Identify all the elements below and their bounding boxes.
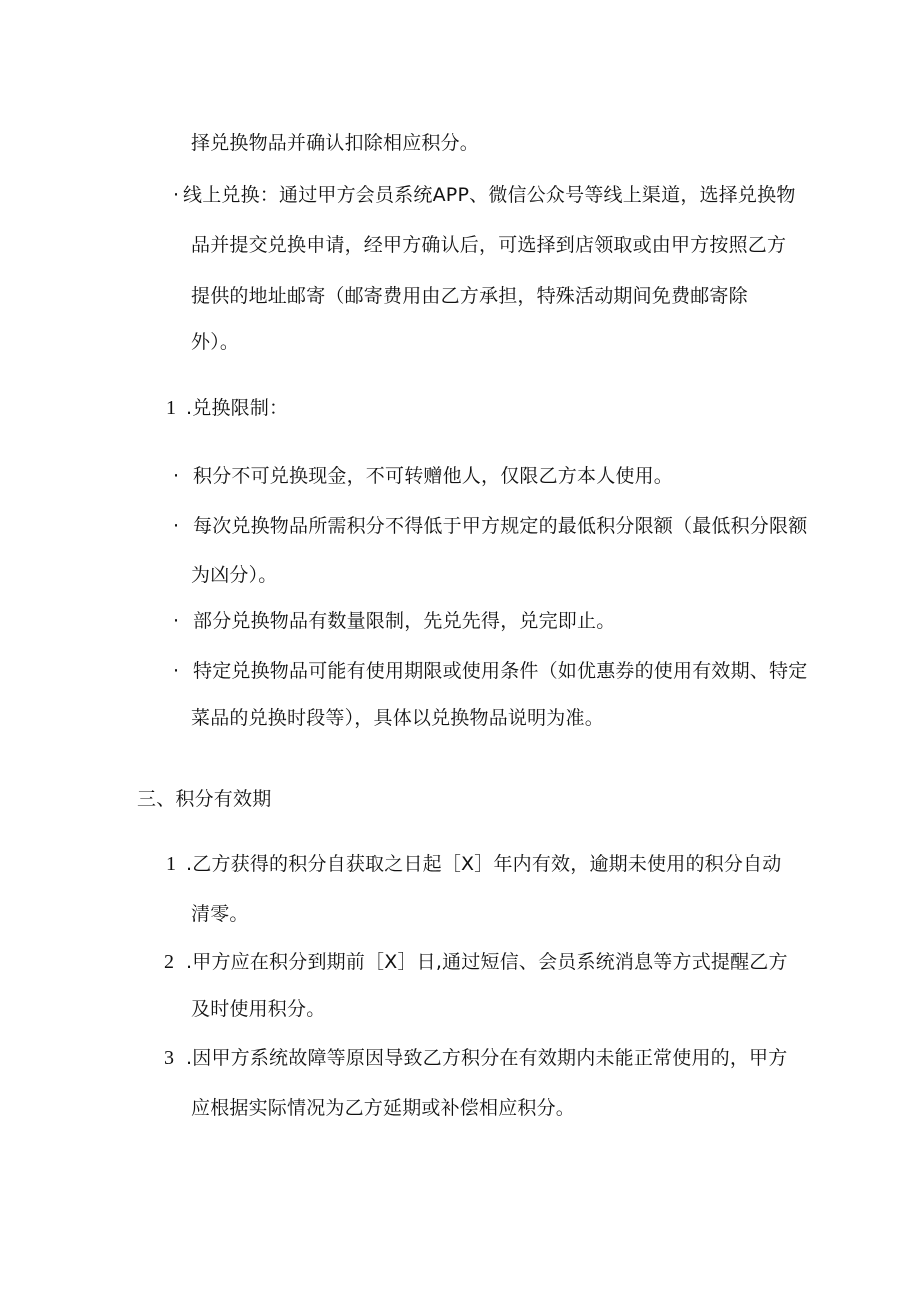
section3-title: 三、积分有效期 [137,788,272,810]
limit-item-2-line-2: 为凶分）。 [191,564,278,586]
validity-item-1-line-1: .乙方获得的积分自获取之日起［X］年内有效，逾期未使用的积分自动 [186,853,782,875]
limit-item-1-line-1: 积分不可兑换现金，不可转赠他人，仅限乙方本人使用。 [193,465,674,487]
validity-item-2-line-1: .甲方应在积分到期前［X］日,通过短信、会员系统消息等方式提醒乙方 [186,951,788,973]
limit-bullet-2: · [173,515,180,537]
validity-item-2-number: 2 [164,951,175,973]
validity-item-1-number: 1 [166,853,177,875]
offline-exchange-tail: 择兑换物品并确认扣除相应积分。 [191,132,480,154]
limit-item-2-line-1: 每次兑换物品所需积分不得低于甲方规定的最低积分限额（最低积分限额 [193,515,808,537]
limit-item-4-line-2: 菜品的兑换时段等），具体以兑换物品说明为准。 [191,707,604,729]
online-exchange-line-1: 线上兑换：通过甲方会员系统APP、微信公众号等线上渠道，选择兑换物 [183,184,796,206]
online-exchange-line-3: 提供的地址邮寄（邮寄费用由乙方承担，特殊活动期间免费邮寄除 [191,285,748,307]
validity-item-3-line-2: 应根据实际情况为乙方延期或补偿相应积分。 [191,1097,576,1119]
validity-item-3-line-1: .因甲方系统故障等原因导致乙方积分在有效期内未能正常使用的，甲方 [186,1047,788,1069]
limit-bullet-4: · [173,660,180,682]
online-exchange-line-2: 品并提交兑换申请，经甲方确认后，可选择到店领取或由甲方按照乙方 [191,234,787,256]
limit-item-3-line-1: 部分兑换物品有数量限制，先兑先得，兑完即止。 [193,610,616,632]
limits-heading: .兑换限制： [186,397,289,419]
limits-number: 1 [166,397,177,419]
online-exchange-line-4: 外）。 [191,331,240,353]
limit-bullet-1: · [173,465,180,487]
validity-item-3-number: 3 [164,1047,175,1069]
online-exchange-bullet: · [173,184,180,206]
limit-bullet-3: · [173,610,180,632]
limit-item-4-line-1: 特定兑换物品可能有使用期限或使用条件（如优惠券的使用有效期、特定 [193,660,808,682]
validity-item-1-line-2: 清零。 [191,903,249,925]
validity-item-2-line-2: 及时使用积分。 [191,998,326,1020]
